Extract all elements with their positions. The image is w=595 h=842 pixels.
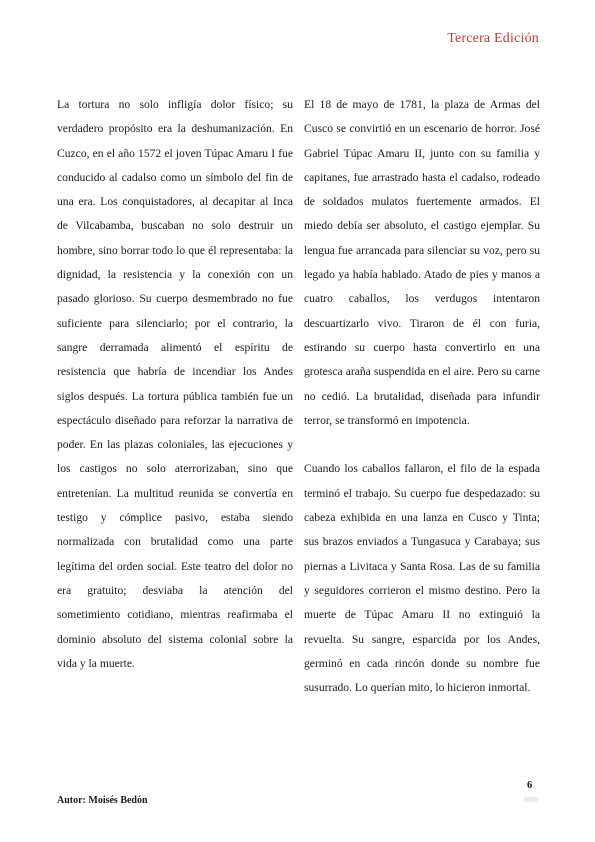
author-credit: Autor: Moisés Bedón: [57, 795, 148, 806]
paragraph: Cuando los caballos fallaron, el filo de la espada terminó el trabajo. Su cuerpo fue despedazado: su cabeza exhibida en una lanza en Cusco y Tinta; sus brazos enviados a Tungasuca y Carabaya; sus piernas a Livitaca y Santa Rosa. Las de su familia y seguidores corrieron el mismo destino. Pero la muerte de Túpac Amaru II no extinguió la revuelta. Su sangre, esparcida por los Andes, germinó en cada rincón donde su nombre fue susurrado. Lo querían mito, lo hicieron inmortal.: [304, 462, 540, 695]
right-column: [304, 93, 540, 700]
paragraph: La tortura no solo infligía dolor físico; su verdadero propósito era la deshumanización. En Cuzco, en el año 1572 el joven Túpac Amaru I fue conducido al cadalso como un símbolo del fin de una era. Los conquistadores, al decapitar al Inca de Vilcabamba, buscaban no solo destruir un hombre, sino borrar todo lo que él representaba: la dignidad, la resistencia y la conexión con un pasado glorioso. Su cuerpo desmembrado no fue suficiente para silenciarlo; por el contrario, la sangre derramada alimentó el espíritu de resistencia que habría de incendiar los Andes siglos después. La tortura pública también fue un espectáculo diseñado para reforzar la narrativa de poder. En las plazas coloniales, las ejecuciones y los castigos no solo aterrorizaban, sino que entretenían. La multitud reunida se convertía en testigo y cómplice pasivo, estaba siendo normalizada con brutalidad como una parte legítima del orden social. Este teatro del dolor no era gratuito; desviaba la atención del sometimiento cotidiano, mientras reafirmaba el dominio absoluto del sistema colonial sobre la vida y la muerte.: [57, 98, 293, 670]
page-marker: [524, 797, 538, 802]
page-number: 6: [527, 780, 533, 791]
paragraph: El 18 de mayo de 1781, la plaza de Armas del Cusco se convirtió en un escenario de horror. José Gabriel Túpac Amaru II, junto con su familia y capitanes, fue arrastrado hasta el cadalso, rodeado de soldados mulatos fuertemente armados. El miedo debía ser absoluto, el castigo ejemplar. Su lengua fue arrancada para silenciar su voz, pero su legado ya había hablado. Atado de pies y manos a cuatro caballos, los verdugos intentaron descuartizarlo vivo. Tiraron de él con furia, estirando su cuerpo hasta convertirlo en una grotesca araña suspendida en el aire. Pero su carne no cedió. La brutalidad, diseñada para infundir terror, se transformó en impotencia.: [304, 98, 540, 427]
left-column: [57, 93, 293, 676]
edition-label: Tercera Edición: [447, 31, 539, 46]
